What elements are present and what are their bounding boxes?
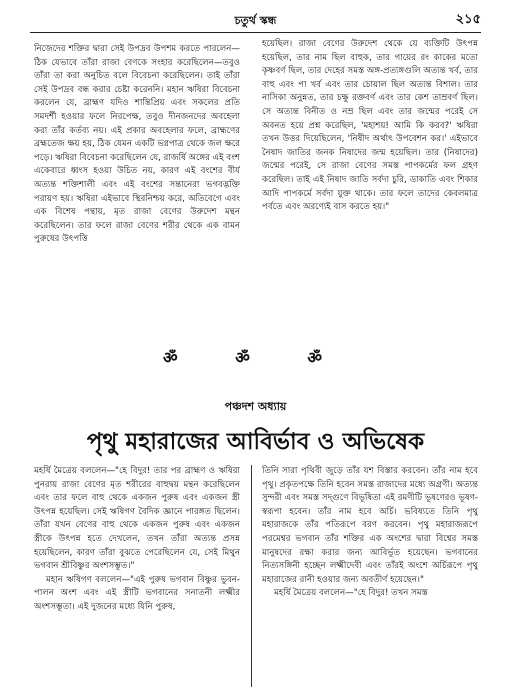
page-number: ২১৫ bbox=[455, 12, 481, 27]
paragraph: মহান ঋষিগণ বললেন—"এই পুরুষ ভগবান বিষ্ণুর ভুবন-পালন অংশ এবং এই স্ত্রীটি ভগবানের সনাতনী লক্ষ্মীর অংশসম্ভূতা। এই দুজনের মধ্যে যিনি পুরুষ, bbox=[34, 574, 240, 612]
page-header bbox=[30, 10, 481, 33]
top-right-column bbox=[262, 38, 478, 278]
chapter-number: পঞ্চদশ অধ্যায় bbox=[224, 400, 287, 413]
bottom-left-column bbox=[34, 465, 240, 690]
chapter-title: পৃথু মহারাজের আবির্ভাব ও অভিষেক bbox=[86, 428, 425, 455]
section-divider-ornaments: ॐ ॐ ॐ bbox=[163, 348, 348, 367]
paragraph: নিজেদের শক্তির দ্বারা সেই উপদ্রব উপশম করতে পারলেন—ঠিক যেভাবে তাঁরা রাজা বেণকে সংহার করেছিলেন—তবুও তাঁরা তা করা অনুচিত বলে বিবেচনা করেছিলেন। তাই তাঁরা সেই উপদ্রব বন্ধ করার চেষ্টা করেননি। মহান ঋষিরা বিবেচনা করলেন যে, ব্রাহ্মণ যদিও শান্তিপ্রিয় এবং সকলের প্রতি সমদর্শী হওয়ার ফলে নিরপেক্ষ, তবুও দীনজনদের অবহেলা করা তাঁর কর্তব্য নয়। এই প্রকার অবহেলার ফলে, ব্রাহ্মণের ব্রহ্মতেজ ক্ষয় হয়, ঠিক যেমন একটি ভগ্নপাত্র থেকে জল ক্ষরে পড়ে। ঋষিরা বিবেচনা করেছিলেন যে, রাজর্ষি অঙ্গের এই বংশ একেবারে ধ্বংস হওয়া উচিত নয়, কারণ এই বংশের বীর্য অত্যন্ত শক্তিশালী এবং এই বংশের সন্তানেরা ভগবদ্ভক্তি পরায়ণ হয়। ঋষিরা এইভাবে স্থিরনিশ্চয় করে, অতিবেগে এবং এক বিশেষ পন্থায়, মৃত রাজা বেণের উরুদেশ মন্থন করেছিলেন। তার ফলে রাজা বেণের শরীর থেকে এক বামন পুরুষের উৎপত্তি bbox=[34, 44, 240, 245]
top-left-column bbox=[34, 43, 240, 278]
bottom-right-column bbox=[262, 465, 478, 690]
column-divider bbox=[251, 465, 252, 687]
paragraph: মহর্ষি মৈত্রেয় বললেন—"হে বিদুর! তখন সমস্ত bbox=[274, 588, 428, 599]
paragraph: তিনি সারা পৃথিবী জুড়ে তাঁর যশ বিস্তার করবেন। তাঁর নাম হবে পৃথু। প্রকৃতপক্ষে তিনি হবেন সমস্ত রাজাদের মধ্যে অগ্রণী। অত্যন্ত সুন্দরী এবং সমস্ত সদ্গুণে বিভূষিতা এই রমণীটি ভূষণেরও ভূষণ-স্বরূপা হবেন। তাঁর নাম হবে অর্চি। ভবিষ্যতে তিনি পৃথু মহারাজকে তাঁর পতিরূপে বরণ করবেন। পৃথু মহারাজরূপে পরমেশ্বর ভগবান তাঁর শক্তির এক অংশের দ্বারা বিশ্বের সমস্ত মানুষদের রক্ষা করার জন্য আবির্ভূত হয়েছেন। ভগবানের নিত্যসঙ্গিনী হচ্ছেন লক্ষ্মীদেবী এবং তাঁরই অংশে অর্চিরূপে পৃথু মহারাজের রানী হওয়ার জন্য অবতীর্ণ হয়েছেন।" bbox=[262, 466, 478, 585]
running-head: চতুর্থ স্কন্ধ bbox=[234, 14, 277, 27]
paragraph: মহর্ষি মৈত্রেয় বললেন—"হে বিদুর! তার পর ব্রাহ্মণ ও ঋষিরা পুনরায় রাজা বেণের মৃত শরীরের বাহুদ্বয় মন্থন করেছিলেন এবং তার ফলে বাহু থেকে একজন পুরুষ এবং একজন স্ত্রী উৎপন্ন হয়েছিল। সেই ঋষিগণ বৈদিক জ্ঞানে পারঙ্গত ছিলেন। তাঁরা যখন বেণের বাহু থেকে একজন পুরুষ এবং একজন স্ত্রীকে উৎপন্ন হতে দেখলেন, তখন তাঁরা অত্যন্ত প্রসন্ন হয়েছিলেন, কারণ তাঁরা বুঝতে পেরেছিলেন যে, সেই মিথুন ভগবান শ্রীবিষ্ণুর অংশসম্ভূত।" bbox=[34, 466, 240, 572]
paragraph: হয়েছিল। রাজা বেণের উরুদেশ থেকে যে ব্যক্তিটি উৎপন্ন হয়েছিল, তার নাম ছিল বাহুক, তার গায়ের রং কাকের মতো কৃষ্ণবর্ণ ছিল, তার দেহের সমস্ত অঙ্গ-প্রত্যঙ্গগুলি অত্যন্ত খর্ব, তার বাহু এবং পা খর্ব এবং তার চোয়াল ছিল অত্যন্ত বিশাল। তার নাসিকা অনুন্নত, তার চক্ষু রক্তবর্ণ এবং তার কেশ তাম্রবর্ণ ছিল। সে অত্যন্ত বিনীত ও নম্র ছিল এবং তার জন্মের পরেই সে অবনত হয়ে প্রশ্ন করেছিল, 'মহাশয়! আমি কি করব?' ঋষিরা তখন উত্তর দিয়েছিলেন, 'নিষীদ অর্থাৎ উপবেশন কর।' এইভাবে নৈষাদ জাতির জনক নিষাদের জন্ম হয়েছিল। তার (নিষাদের) জন্মের পরেই, সে রাজা বেণের সমস্ত পাপকর্মের ফল গ্রহণ করেছিল। তাই এই নিষাদ জাতি সর্বদা চুরি, ডাকাতি এবং শিকার আদি পাপকর্মে সর্বদা যুক্ত থাকে। তার ফলে তাদের কেবলমাত্র পর্বতে এবং অরণ্যেই বাস করতে হয়।" bbox=[262, 39, 478, 213]
